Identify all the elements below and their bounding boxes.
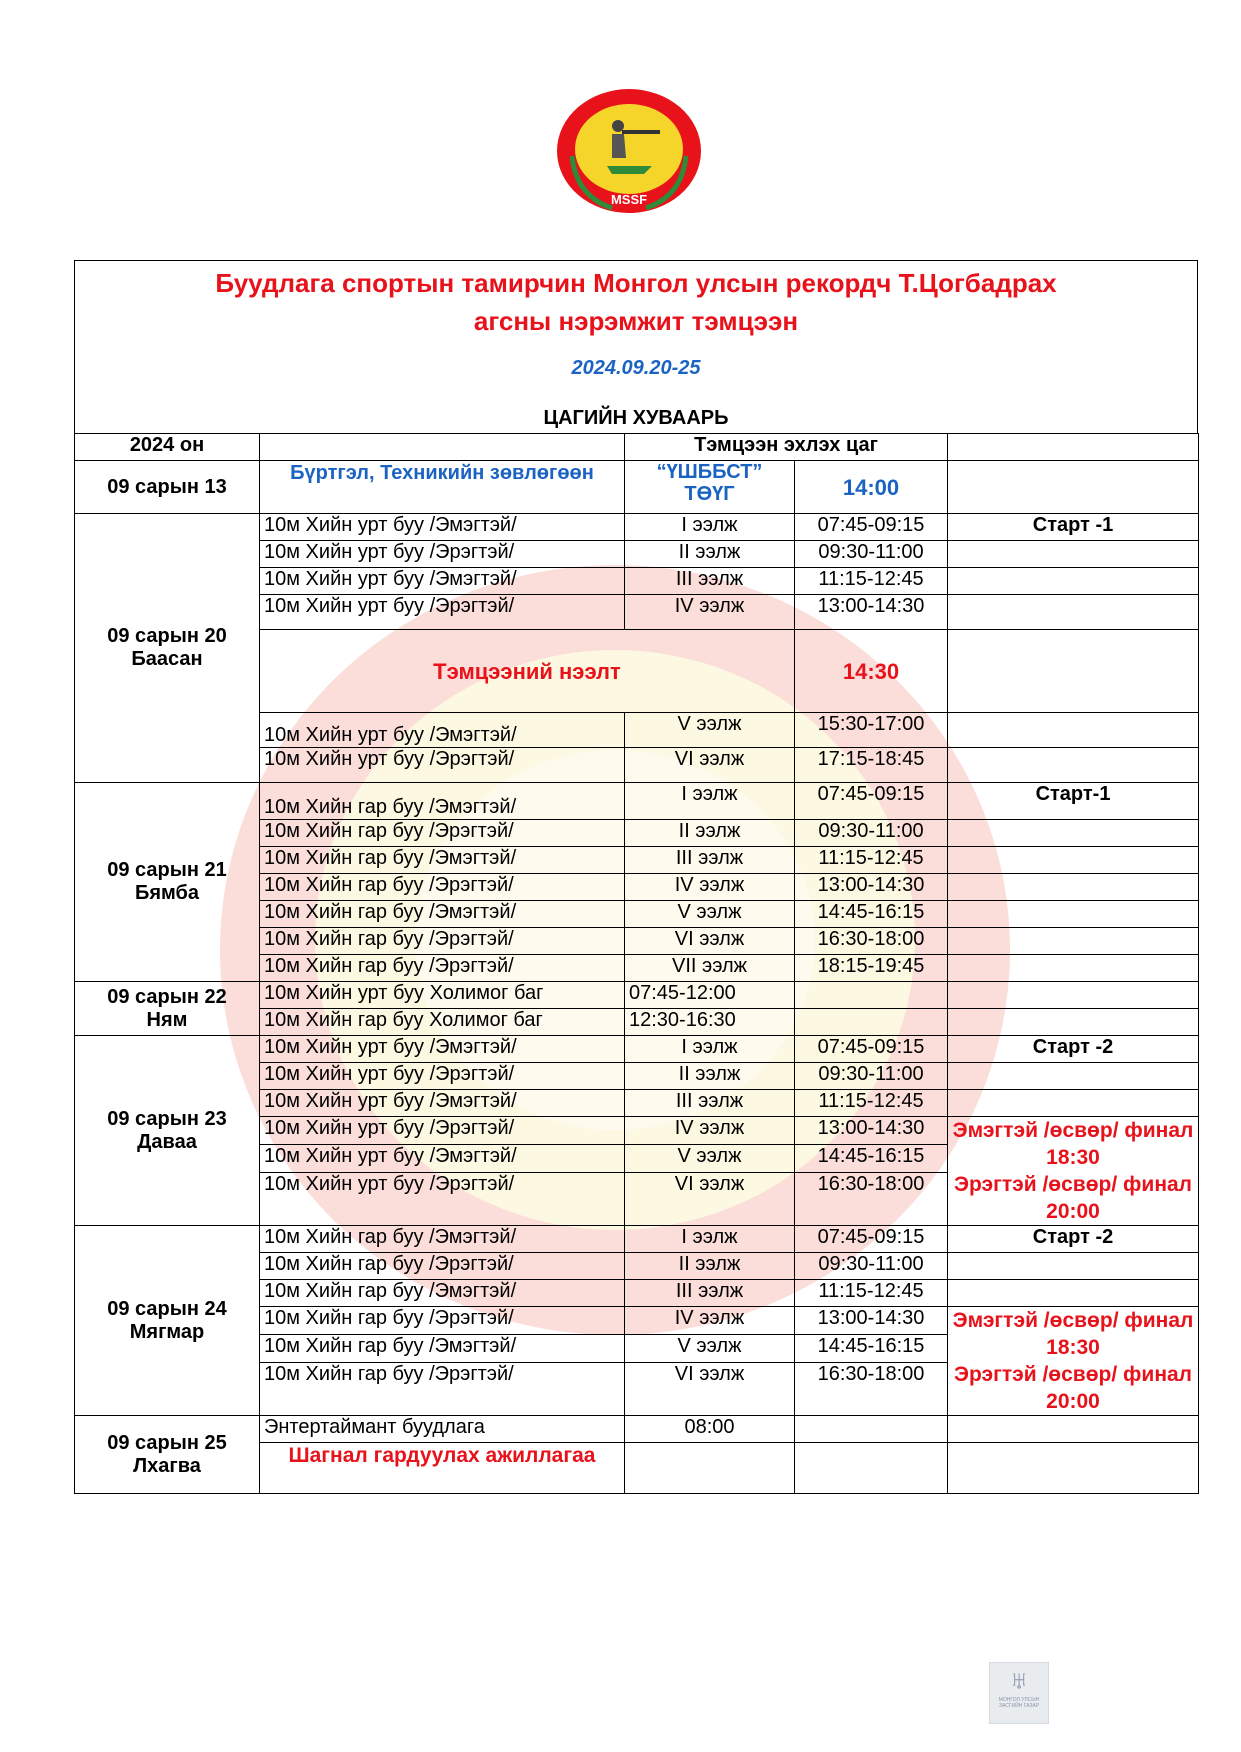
event-cell: 10м Хийн гар буу /Эрэгтэй/: [260, 874, 625, 901]
time-cell: 07:45-09:15: [795, 783, 948, 820]
government-emblem: [989, 1662, 1049, 1724]
note-cell: Старт -2: [948, 1036, 1199, 1063]
relay-cell: III ээлж: [625, 1280, 795, 1307]
event-cell: 10м Хийн гар буу Холимог баг: [260, 1009, 625, 1036]
event-cell: 10м Хийн урт буу /Эмэгтэй/: [260, 568, 625, 595]
time-cell: 11:15-12:45: [795, 847, 948, 874]
place-cell: “ҮШББСТ” ТӨҮГ: [625, 461, 795, 514]
event-cell: 10м Хийн урт буу /Эрэгтэй/: [260, 748, 625, 783]
event-cell: Энтертаймант буудлага: [260, 1416, 625, 1443]
relay-cell: I ээлж: [625, 783, 795, 820]
final-note: Эмэгтэй /өсвөр/ финал 18:30 Эрэгтэй /өсвөр/ финал 20:00: [948, 1307, 1199, 1416]
time-cell: 07:45-09:15: [795, 1036, 948, 1063]
day-cell: 09 сарын 20 Баасан: [75, 514, 260, 783]
relay-cell: IV ээлж: [625, 1307, 795, 1335]
note-cell: Старт -2: [948, 1226, 1199, 1253]
relay-cell: VI ээлж: [625, 1173, 795, 1226]
relay-cell: VII ээлж: [625, 955, 795, 982]
relay-cell: V ээлж: [625, 713, 795, 748]
event-cell: 10м Хийн гар буу /Эмэгтэй/: [260, 1280, 625, 1307]
table-header-row: [75, 434, 1199, 461]
soyombo-icon: ♅: [1009, 1665, 1029, 1695]
time-cell: 18:15-19:45: [795, 955, 948, 982]
event-cell: 10м Хийн гар буу /Эрэгтэй/: [260, 1253, 625, 1280]
event-cell: 10м Хийн урт буу /Эрэгтэй/: [260, 541, 625, 568]
time-cell: 13:00-14:30: [795, 1117, 948, 1145]
event-cell: 10м Хийн гар буу /Эрэгтэй/: [260, 1363, 625, 1416]
day-cell: 09 сарын 13: [75, 461, 260, 514]
time-cell: 13:00-14:30: [795, 1307, 948, 1335]
relay-cell: VI ээлж: [625, 1363, 795, 1416]
event-cell: 10м Хийн гар буу /Эмэгтэй/: [260, 783, 625, 820]
event-cell: 10м Хийн гар буу /Эмэгтэй/: [260, 1226, 625, 1253]
event-cell: 10м Хийн гар буу /Эмэгтэй/: [260, 847, 625, 874]
table-row: [75, 1226, 1199, 1253]
event-cell: Бүртгэл, Техникийн зөвлөгөөн: [260, 461, 625, 514]
relay-cell: VI ээлж: [625, 928, 795, 955]
event-cell: 10м Хийн урт буу /Эмэгтэй/: [260, 1090, 625, 1117]
table-row: [75, 1036, 1199, 1063]
event-cell: 10м Хийн урт буу Холимог баг: [260, 982, 625, 1009]
time-cell: 09:30-11:00: [795, 541, 948, 568]
time-cell: 13:00-14:30: [795, 874, 948, 901]
day-cell: 09 сарын 24 Мягмар: [75, 1226, 260, 1416]
relay-cell: VI ээлж: [625, 748, 795, 783]
logo-text: MSSF: [610, 192, 648, 207]
relay-cell: V ээлж: [625, 901, 795, 928]
opening-label: Тэмцээний нээлт: [260, 630, 795, 713]
start-time-header: Тэмцээн эхлэх цаг: [625, 434, 948, 461]
time-cell: 11:15-12:45: [795, 568, 948, 595]
day-cell: 09 сарын 23 Даваа: [75, 1036, 260, 1226]
event-date: 2024.09.20-25: [571, 357, 701, 379]
relay-cell: III ээлж: [625, 568, 795, 595]
time-cell: 07:45-12:00: [625, 982, 795, 1009]
final-note: Эмэгтэй /өсвөр/ финал 18:30 Эрэгтэй /өсвөр/ финал 20:00: [948, 1117, 1199, 1226]
relay-cell: IV ээлж: [625, 1117, 795, 1145]
day-cell: 09 сарын 22 Ням: [75, 982, 260, 1036]
year-header: 2024 он: [75, 434, 260, 461]
event-cell: 10м Хийн гар буу /Эмэгтэй/: [260, 901, 625, 928]
time-cell: 11:15-12:45: [795, 1280, 948, 1307]
emblem-caption: МОНГОЛ УЛСЫН ЗАСГИЙН ГАЗАР: [998, 1697, 1040, 1709]
relay-cell: II ээлж: [625, 541, 795, 568]
day-cell: 09 сарын 21 Бямба: [75, 783, 260, 982]
time-cell: 07:45-09:15: [795, 1226, 948, 1253]
event-cell: 10м Хийн гар буу /Эрэгтэй/: [260, 955, 625, 982]
note-cell: Старт-1: [948, 783, 1199, 820]
table-row: [75, 982, 1199, 1009]
time-cell: 13:00-14:30: [795, 595, 948, 630]
schedule-table: [74, 433, 1199, 1494]
time-cell: 11:15-12:45: [795, 1090, 948, 1117]
time-cell: 14:45-16:15: [795, 901, 948, 928]
event-cell: 10м Хийн гар буу /Эрэгтэй/: [260, 928, 625, 955]
time-cell: 14:45-16:15: [795, 1145, 948, 1173]
event-cell: 10м Хийн урт буу /Эмэгтэй/: [260, 1036, 625, 1063]
mssf-logo: [552, 86, 706, 216]
note-cell: Старт -1: [948, 514, 1199, 541]
relay-cell: V ээлж: [625, 1335, 795, 1363]
table-row: [75, 1416, 1199, 1443]
time-cell: 08:00: [625, 1416, 795, 1443]
time-cell: 12:30-16:30: [625, 1009, 795, 1036]
relay-cell: II ээлж: [625, 1063, 795, 1090]
relay-cell: III ээлж: [625, 1090, 795, 1117]
relay-cell: I ээлж: [625, 1226, 795, 1253]
relay-cell: I ээлж: [625, 1036, 795, 1063]
day-cell: 09 сарын 25 Лхагва: [75, 1416, 260, 1494]
award-cell: Шагнал гардуулах ажиллагаа: [260, 1443, 625, 1494]
time-cell: 09:30-11:00: [795, 820, 948, 847]
relay-cell: III ээлж: [625, 847, 795, 874]
time-cell: 09:30-11:00: [795, 1253, 948, 1280]
relay-cell: II ээлж: [625, 1253, 795, 1280]
event-cell: 10м Хийн урт буу /Эрэгтэй/: [260, 595, 625, 630]
time-cell: 15:30-17:00: [795, 713, 948, 748]
event-cell: 10м Хийн урт буу /Эмэгтэй/: [260, 1145, 625, 1173]
time-cell: 09:30-11:00: [795, 1063, 948, 1090]
event-cell: 10м Хийн урт буу /Эрэгтэй/: [260, 1173, 625, 1226]
relay-cell: I ээлж: [625, 514, 795, 541]
time-cell: 14:00: [795, 461, 948, 514]
relay-cell: V ээлж: [625, 1145, 795, 1173]
time-cell: 14:45-16:15: [795, 1335, 948, 1363]
relay-cell: II ээлж: [625, 820, 795, 847]
relay-cell: IV ээлж: [625, 595, 795, 630]
event-cell: 10м Хийн урт буу /Эмэгтэй/: [260, 713, 625, 748]
event-cell: 10м Хийн урт буу /Эрэгтэй/: [260, 1063, 625, 1090]
event-cell: 10м Хийн гар буу /Эрэгтэй/: [260, 820, 625, 847]
relay-cell: IV ээлж: [625, 874, 795, 901]
table-row: [75, 461, 1199, 514]
table-row: [75, 514, 1199, 541]
header-box: [74, 260, 1198, 433]
time-cell: 07:45-09:15: [795, 514, 948, 541]
document-title: Буудлага спортын тамирчин Монгол улсын рекордч Т.Цогбадрах агсны нэрэмжит тэмцээн: [215, 268, 1057, 336]
time-cell: 16:30-18:00: [795, 1363, 948, 1416]
time-cell: 17:15-18:45: [795, 748, 948, 783]
event-cell: 10м Хийн гар буу /Эмэгтэй/: [260, 1335, 625, 1363]
event-cell: 10м Хийн гар буу /Эрэгтэй/: [260, 1307, 625, 1335]
time-cell: 16:30-18:00: [795, 1173, 948, 1226]
opening-time: 14:30: [795, 630, 948, 713]
table-row: [75, 783, 1199, 820]
time-cell: 16:30-18:00: [795, 928, 948, 955]
event-cell: 10м Хийн урт буу /Эрэгтэй/: [260, 1117, 625, 1145]
schedule-heading: ЦАГИЙН ХУВААРЬ: [543, 407, 729, 429]
event-cell: 10м Хийн урт буу /Эмэгтэй/: [260, 514, 625, 541]
